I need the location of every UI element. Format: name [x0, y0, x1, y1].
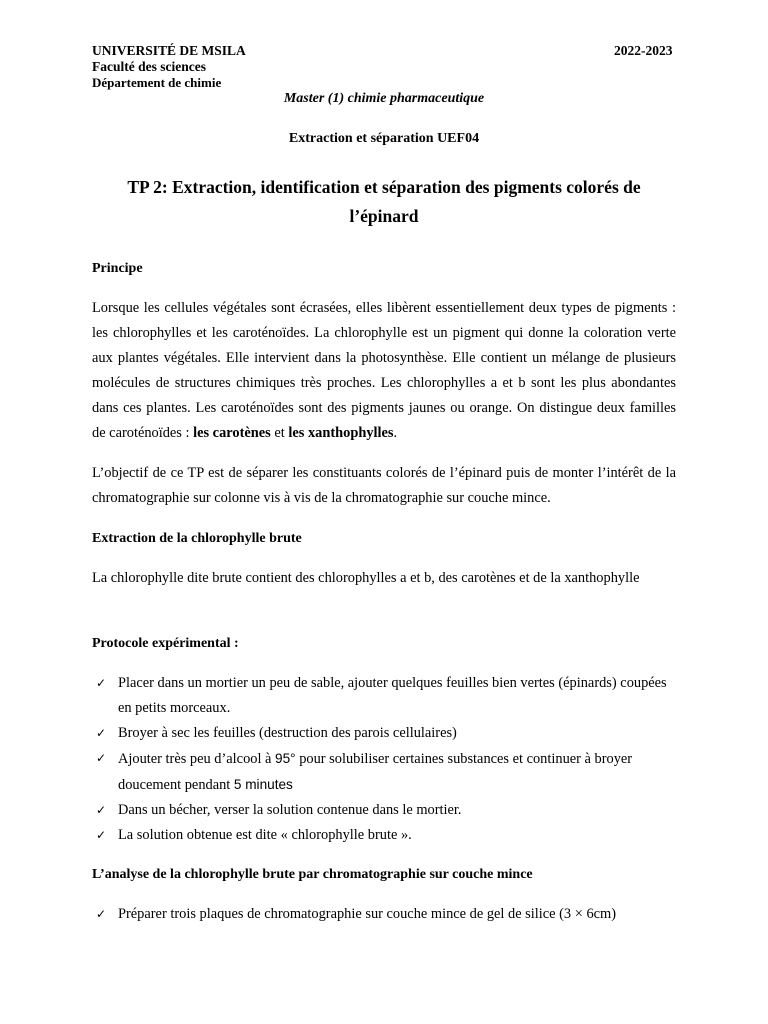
- course-name: Extraction et séparation UEF04: [288, 131, 480, 146]
- xanthophylles-term: les xanthophylles: [288, 425, 394, 441]
- program-name: Master (1) chimie pharmaceutique: [283, 91, 485, 106]
- protocole-heading: Protocole expérimental :: [92, 636, 239, 651]
- list-item-text: La solution obtenue est dite « chlorophylle brute ».: [118, 827, 412, 843]
- principe-paragraph-1: [92, 296, 676, 446]
- academic-year: 2022-2023: [614, 43, 673, 58]
- check-icon: ✓: [96, 803, 107, 817]
- page-title: [92, 173, 676, 231]
- list-item-text: Placer dans un mortier un peu de sable, ajouter quelques feuilles bien vertes (épinards) coupées en petits morceaux.: [118, 675, 667, 716]
- list-item-text: Préparer trois plaques de chromatographie sur couche mince de gel de silice (3 × 6cm): [118, 906, 617, 922]
- principe-paragraph-2: L’objectif de ce TP est de séparer les constituants colorés de l’épinard puis de monter l’intérêt de la chromatographie sur colonne vis à vis de la chromatographie sur couche mince.: [92, 465, 676, 506]
- list-item: [92, 823, 676, 848]
- principe-heading: Principe: [92, 261, 143, 276]
- list-item: [92, 798, 676, 823]
- extraction-heading: Extraction de la chlorophylle brute: [92, 531, 302, 546]
- faculty-name: Faculté des sciences: [92, 59, 206, 74]
- protocole-list: [92, 671, 676, 848]
- analyse-list: [92, 902, 676, 927]
- check-icon: ✓: [96, 676, 107, 690]
- check-icon: ✓: [96, 828, 107, 842]
- analyse-heading: L’analyse de la chlorophylle brute par chromatographie sur couche mince: [92, 867, 533, 882]
- principe-period: .: [393, 425, 398, 441]
- alcohol-degree: 95°: [275, 751, 296, 766]
- list-item: [92, 902, 676, 927]
- list-item: [92, 746, 676, 798]
- title-line-2: l’épinard: [349, 206, 419, 226]
- check-icon: ✓: [96, 907, 107, 921]
- extraction-paragraph: La chlorophylle dite brute contient des chlorophylles a et b, des carotènes et de la xanthophylle: [92, 570, 640, 586]
- list-item-text: Dans un bécher, verser la solution contenue dans le mortier.: [118, 802, 462, 818]
- department-name: Département de chimie: [92, 75, 222, 90]
- duration: 5 minutes: [233, 777, 293, 792]
- carotenes-term: les carotènes: [193, 425, 271, 441]
- list-item-text: Ajouter très peu d’alcool à: [118, 751, 276, 767]
- principe-text: Lorsque les cellules végétales sont écrasées, elles libèrent essentiellement deux types de pigments : les chlorophylles et les caroténoïdes. La chlorophylle est un pigment qui donne la coloration verte aux plantes végétales. Elle intervient dans la photosynthèse. Elle contient un mélange de plusieurs molécules de structures chimiques très proches. Les chlorophylles a et b sont les plus abondantes dans ces plantes. Les caroténoïdes sont des pigments jaunes ou orange. On distingue deux familles de caroténoïdes :: [92, 300, 676, 441]
- list-item-text: Broyer à sec les feuilles (destruction des parois cellulaires): [118, 725, 457, 741]
- list-item: [92, 721, 676, 746]
- university-name: UNIVERSITÉ DE MSILA: [92, 43, 246, 58]
- check-icon: ✓: [96, 751, 107, 765]
- list-item-text-cont: pour solubiliser certaines substances et continuer à broyer doucement pendant: [118, 751, 633, 793]
- title-line-1: TP 2: Extraction, identification et séparation des pigments colorés de: [127, 177, 641, 197]
- check-icon: ✓: [96, 726, 107, 740]
- list-item: [92, 671, 676, 721]
- principe-conjunction: et: [270, 425, 289, 441]
